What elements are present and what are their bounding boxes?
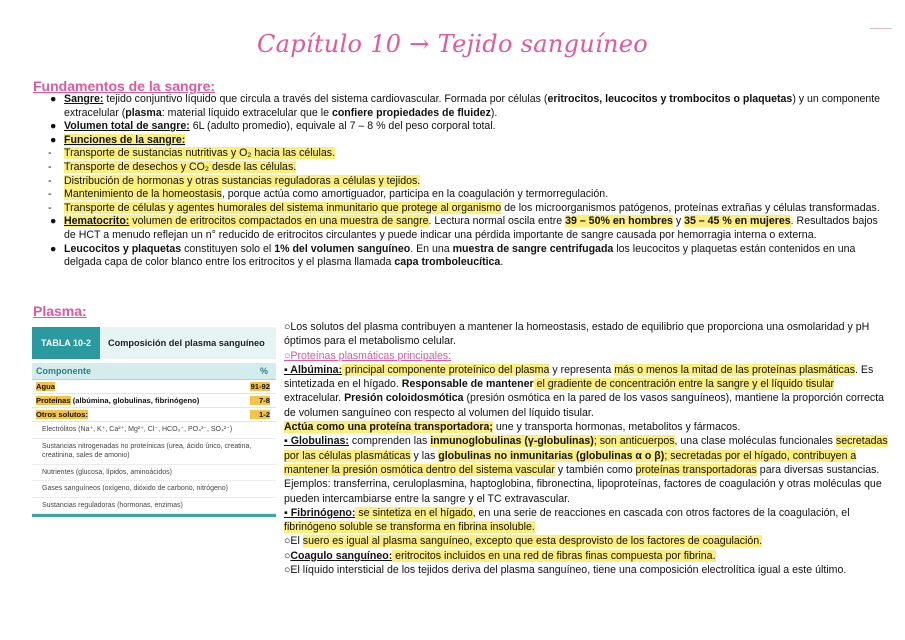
list-item-funcion-5: - Transporte de células y agentes humorales del sistema inmunitario que protege al organismo de los microorganismos patógenos, proteínas extrañas y células transformadas.	[48, 201, 880, 214]
dash-icon: -	[48, 147, 52, 160]
list-item-leucocitos: ● Leucocitos y plaquetas constituyen solo el 1% del volumen sanguíneo. En una muestra de sangre centrifugada los leucocitos y plaquetas están contenidos en una delgada capa de color blanco entre los eritrocitos y el plasma llamada capa tromboleucítica.	[50, 242, 856, 269]
table-column-headers	[32, 363, 276, 380]
paragraph-suero: ○El suero es igual al plasma sanguíneo, excepto que esta desprovisto de los factores de coagulación.	[284, 535, 763, 548]
dash-icon: -	[48, 160, 52, 173]
subheading-proteinas: ○Proteínas plasmáticas principales:	[284, 349, 452, 362]
plasma-composition-table	[32, 327, 276, 517]
dash-icon: -	[48, 174, 52, 187]
dash-icon: -	[48, 201, 52, 214]
decorative-line	[870, 28, 892, 29]
list-item-volumen: ● Volumen total de sangre: 6L (adulto promedio), equivale al 7 – 8 % del peso corporal total.	[50, 120, 496, 133]
section-heading-fundamentos: Fundamentos de la sangre:	[33, 78, 216, 94]
list-item-hematocrito: ● Hematocrito: volumen de eritrocitos compactados en una muestra de sangre. Lectura normal oscila entre 39 – 50% en hombres y 35 – 45 % en mujeres. Resultados bajos de HCT a menudo reflejan un n° reducido de eritrocitos circulantes y puede indicar una pérdida importante de sangre causada por hemorragia interna o externa.	[50, 215, 878, 241]
page-title: Capítulo 10 → Tejido sanguíneo	[256, 30, 649, 58]
table-row: Agua 91-92	[32, 380, 276, 394]
table-subrow: Sustancias reguladoras (hormonas, enzimas)	[32, 498, 276, 515]
table-row: Otros solutos: 1-2	[32, 408, 276, 422]
list-item-funcion-2: - Transporte de desechos y CO₂ desde las células.	[48, 160, 297, 173]
table-subrow: Nutrientes (glucosa, lípidos, aminoácidos)	[32, 465, 276, 482]
bullet-icon: ●	[50, 242, 57, 255]
col-component: Componente	[36, 366, 91, 376]
dash-icon: -	[48, 188, 52, 201]
table-title: Composición del plasma sanguíneo	[108, 338, 265, 348]
paragraph-solutos: ○Los solutos del plasma contribuyen a mantener la homeostasis, estado de equilibrio que proporciona una osmolaridad y pH óptimos para el metabolismo celular.	[284, 321, 870, 348]
list-item-sangre: ● Sangre: tejido conjuntivo líquido que circula a través del sistema cardiovascular. Formada por células (eritrocitos, leucocitos y trombocitos o plaquetas) y un componente extracelular (plasma: material líquido extracelular que le confiere propiedades de fluidez).	[50, 93, 881, 119]
paragraph-albumina: ▪ Albúmina: principal componente proteínico del plasma y representa más o menos la mitad de las proteínas plasmáticas. Es sintetizada en el hígado. Responsable de mantener el gradiente de concentración entre la sangre y el líquido tisular extracelular. Presión coloidosmótica (presión osmótica en la pared de los vasos sanguíneos), mantiene la proporción correcta de volumen sanguíneo con respecto al volumen del líquido tisular. Actúa como una proteína transportadora; une y transporta hormonas, metabolitos y fármacos.	[284, 363, 885, 434]
paragraph-coagulo: ○Coagulo sanguíneo: eritrocitos incluidos en una red de fibras finas compuesta por fibrina.	[284, 549, 716, 562]
table-subrow: Gases sanguíneos (oxígeno, dióxido de carbono, nitrógeno)	[32, 481, 276, 498]
plasma-notes	[284, 320, 888, 577]
list-item-funcion-1: - Transporte de sustancias nutritivas y O₂ hacia las células.	[48, 147, 336, 160]
bullet-icon: ●	[50, 93, 57, 105]
fundamentos-list	[48, 93, 890, 270]
bullet-icon: ●	[50, 133, 57, 146]
table-badge: TABLA 10-2	[32, 327, 100, 359]
table-header	[32, 327, 276, 359]
table-row: Proteínas (albúmina, globulinas, fibrinógeno) 7-8	[32, 394, 276, 408]
table-subrow: Electrólitos (Na⁺, K⁺, Ca²⁺, Mg²⁺, Cl⁻, HCO₃⁻, PO₄³⁻, SO₄²⁻)	[32, 422, 276, 439]
paragraph-liquido: ○El líquido intersticial de los tejidos deriva del plasma sanguíneo, tiene una composición electrolítica igual a este último.	[284, 564, 847, 577]
paragraph-fibrinogeno: ▪ Fibrinógeno: se sintetiza en el hígado, en una serie de reacciones en cascada con otros factores de la coagulación, el fibrinógeno soluble se transforma en fibrina insoluble.	[284, 506, 850, 534]
list-item-funciones: ● Funciones de la sangre:	[50, 133, 186, 146]
list-item-funcion-4: - Mantenimiento de la homeostasis, porque actúa como amortiguador, participa en la coagulación y termorregulación.	[48, 188, 609, 201]
col-percent: %	[259, 366, 268, 376]
list-item-funcion-3: - Distribución de hormonas y otras sustancias reguladoras a células y tejidos.	[48, 174, 421, 187]
bullet-icon: ●	[50, 120, 57, 133]
table-subrow: Sustancias nitrogenadas no proteínicas (urea, ácido úrico, creatina, creatinina, sales de amonio)	[32, 439, 276, 465]
paragraph-globulinas: ▪ Globulinas: comprenden las inmunoglobulinas (γ-globulinas); son anticuerpos, una clase moléculas funcionales secretadas por las células plasmáticas y las globulinas no inmunitarias (globulinas α o β); secretadas por el hígado, contribuyen a mantener la presión osmótica dentro del sistema vascular y también como proteínas transportadoras para diversas sustancias. Ejemplos: transferrina, ceruloplasmina, haptoglobina, fibronectina, lipoproteínas, factores de coagulación y otras moléculas que pueden intercambiarse entre la sangre y el TC extravascular.	[284, 435, 888, 505]
bullet-icon: ●	[50, 215, 57, 228]
section-heading-plasma: Plasma:	[33, 303, 87, 319]
